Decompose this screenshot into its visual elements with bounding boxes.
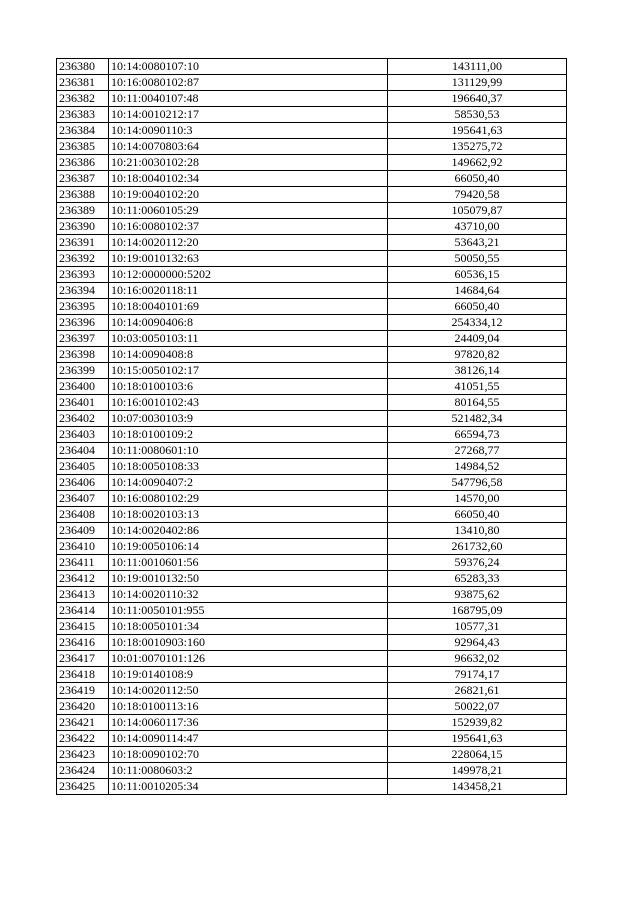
cadastral-code-cell: 10:14:0020112:50 [109,683,388,699]
cadastral-code-cell: 10:18:0010903:160 [109,635,388,651]
cadastral-code-cell: 10:03:0050103:11 [109,331,388,347]
amount-cell: 228064,15 [388,747,567,763]
table-row [57,235,567,251]
row-id-cell: 236401 [57,395,109,411]
row-id-cell: 236411 [57,555,109,571]
row-id-cell: 236406 [57,475,109,491]
amount-cell: 195641,63 [388,731,567,747]
cadastral-code-cell: 10:14:0010212:17 [109,107,388,123]
cadastral-code-cell: 10:18:0050108:33 [109,459,388,475]
amount-cell: 143111,00 [388,59,567,75]
amount-cell: 66594,73 [388,427,567,443]
table-row [57,683,567,699]
cadastral-code-cell: 10:14:0020402:86 [109,523,388,539]
row-id-cell: 236395 [57,299,109,315]
table-row [57,747,567,763]
amount-cell: 50022,07 [388,699,567,715]
table-row [57,763,567,779]
table-row [57,411,567,427]
row-id-cell: 236422 [57,731,109,747]
row-id-cell: 236419 [57,683,109,699]
cadastral-code-cell: 10:14:0090406:8 [109,315,388,331]
amount-cell: 26821,61 [388,683,567,699]
table-row [57,587,567,603]
row-id-cell: 236414 [57,603,109,619]
table-row [57,635,567,651]
row-id-cell: 236416 [57,635,109,651]
cadastral-code-cell: 10:18:0100103:6 [109,379,388,395]
amount-cell: 143458,21 [388,779,567,795]
cadastral-code-cell: 10:11:0080601:10 [109,443,388,459]
row-id-cell: 236415 [57,619,109,635]
cadastral-code-cell: 10:01:0070101:126 [109,651,388,667]
amount-cell: 261732,60 [388,539,567,555]
amount-cell: 131129,99 [388,75,567,91]
table-row [57,107,567,123]
row-id-cell: 236387 [57,171,109,187]
table-row [57,731,567,747]
table-row [57,667,567,683]
amount-cell: 97820,82 [388,347,567,363]
table-row [57,251,567,267]
cadastral-code-cell: 10:11:0040107:48 [109,91,388,107]
table-row [57,123,567,139]
amount-cell: 135275,72 [388,139,567,155]
row-id-cell: 236412 [57,571,109,587]
table-row [57,187,567,203]
amount-cell: 168795,09 [388,603,567,619]
cadastral-code-cell: 10:19:0040102:20 [109,187,388,203]
row-id-cell: 236403 [57,427,109,443]
amount-cell: 521482,34 [388,411,567,427]
table-row [57,539,567,555]
table-row [57,507,567,523]
row-id-cell: 236392 [57,251,109,267]
cadastral-code-cell: 10:11:0050101:955 [109,603,388,619]
row-id-cell: 236396 [57,315,109,331]
amount-cell: 79420,58 [388,187,567,203]
row-id-cell: 236405 [57,459,109,475]
row-id-cell: 236424 [57,763,109,779]
table-row [57,155,567,171]
table-row [57,315,567,331]
cadastral-code-cell: 10:18:0050101:34 [109,619,388,635]
cadastral-code-cell: 10:14:0020112:20 [109,235,388,251]
table-row [57,571,567,587]
table-row [57,363,567,379]
amount-cell: 10577,31 [388,619,567,635]
cadastral-code-cell: 10:16:0020118:11 [109,283,388,299]
amount-cell: 195641,63 [388,123,567,139]
cadastral-code-cell: 10:14:0090114:47 [109,731,388,747]
cadastral-code-cell: 10:14:0090407:2 [109,475,388,491]
cadastral-code-cell: 10:16:0080102:37 [109,219,388,235]
row-id-cell: 236385 [57,139,109,155]
table-row [57,91,567,107]
table-row [57,555,567,571]
row-id-cell: 236425 [57,779,109,795]
row-id-cell: 236404 [57,443,109,459]
row-id-cell: 236390 [57,219,109,235]
amount-cell: 13410,80 [388,523,567,539]
table-row [57,203,567,219]
cadastral-code-cell: 10:18:0090102:70 [109,747,388,763]
row-id-cell: 236413 [57,587,109,603]
cadastral-code-cell: 10:19:0050106:14 [109,539,388,555]
amount-cell: 14984,52 [388,459,567,475]
table-row [57,459,567,475]
amount-cell: 254334,12 [388,315,567,331]
table-row [57,267,567,283]
row-id-cell: 236393 [57,267,109,283]
cadastral-code-cell: 10:11:0060105:29 [109,203,388,219]
table-row [57,603,567,619]
amount-cell: 152939,82 [388,715,567,731]
amount-cell: 80164,55 [388,395,567,411]
table-row [57,443,567,459]
table-row [57,779,567,795]
amount-cell: 96632,02 [388,651,567,667]
cadastral-code-cell: 10:14:0060117:36 [109,715,388,731]
amount-cell: 53643,21 [388,235,567,251]
amount-cell: 65283,33 [388,571,567,587]
row-id-cell: 236417 [57,651,109,667]
amount-cell: 59376,24 [388,555,567,571]
cadastral-code-cell: 10:21:0030102:28 [109,155,388,171]
cadastral-code-cell: 10:19:0140108:9 [109,667,388,683]
amount-cell: 93875,62 [388,587,567,603]
cadastral-code-cell: 10:18:0040101:69 [109,299,388,315]
row-id-cell: 236394 [57,283,109,299]
amount-cell: 14570,00 [388,491,567,507]
amount-cell: 105079,87 [388,203,567,219]
amount-cell: 58530,53 [388,107,567,123]
row-id-cell: 236381 [57,75,109,91]
cadastral-code-cell: 10:12:0000000:5202 [109,267,388,283]
row-id-cell: 236398 [57,347,109,363]
row-id-cell: 236382 [57,91,109,107]
row-id-cell: 236386 [57,155,109,171]
amount-cell: 27268,77 [388,443,567,459]
cadastral-code-cell: 10:11:0010601:56 [109,555,388,571]
cadastral-code-cell: 10:19:0010132:50 [109,571,388,587]
row-id-cell: 236407 [57,491,109,507]
cadastral-code-cell: 10:07:0030103:9 [109,411,388,427]
cadastral-code-cell: 10:18:0100113:16 [109,699,388,715]
cadastral-code-cell: 10:18:0040102:34 [109,171,388,187]
cadastral-code-cell: 10:15:0050102:17 [109,363,388,379]
row-id-cell: 236420 [57,699,109,715]
table-row [57,619,567,635]
cadastral-code-cell: 10:16:0010102:43 [109,395,388,411]
amount-cell: 50050,55 [388,251,567,267]
cadastral-code-cell: 10:16:0080102:29 [109,491,388,507]
cadastral-code-cell: 10:19:0010132:63 [109,251,388,267]
cadastral-code-cell: 10:14:0080107:10 [109,59,388,75]
amount-cell: 149662,92 [388,155,567,171]
row-id-cell: 236400 [57,379,109,395]
row-id-cell: 236402 [57,411,109,427]
amount-cell: 43710,00 [388,219,567,235]
table-row [57,491,567,507]
table-row [57,75,567,91]
table-row [57,219,567,235]
cadastral-code-cell: 10:14:0090408:8 [109,347,388,363]
cadastral-code-cell: 10:14:0090110:3 [109,123,388,139]
table-row [57,283,567,299]
amount-cell: 79174,17 [388,667,567,683]
row-id-cell: 236410 [57,539,109,555]
table-row [57,523,567,539]
cadastral-code-cell: 10:14:0070803:64 [109,139,388,155]
row-id-cell: 236383 [57,107,109,123]
row-id-cell: 236384 [57,123,109,139]
table-row [57,331,567,347]
row-id-cell: 236421 [57,715,109,731]
data-table [56,58,567,795]
amount-cell: 41051,55 [388,379,567,395]
row-id-cell: 236391 [57,235,109,251]
amount-cell: 149978,21 [388,763,567,779]
cadastral-code-cell: 10:14:0020110:32 [109,587,388,603]
table-row [57,651,567,667]
amount-cell: 196640,37 [388,91,567,107]
cadastral-code-cell: 10:16:0080102:87 [109,75,388,91]
row-id-cell: 236408 [57,507,109,523]
amount-cell: 60536,15 [388,267,567,283]
row-id-cell: 236388 [57,187,109,203]
row-id-cell: 236399 [57,363,109,379]
table-body [57,59,567,795]
row-id-cell: 236380 [57,59,109,75]
amount-cell: 66050,40 [388,299,567,315]
table-row [57,347,567,363]
table-row [57,299,567,315]
table-row [57,379,567,395]
amount-cell: 38126,14 [388,363,567,379]
cadastral-code-cell: 10:11:0080603:2 [109,763,388,779]
amount-cell: 547796,58 [388,475,567,491]
amount-cell: 66050,40 [388,507,567,523]
cadastral-code-cell: 10:18:0100109:2 [109,427,388,443]
table-row [57,171,567,187]
table-row [57,139,567,155]
row-id-cell: 236423 [57,747,109,763]
cadastral-code-cell: 10:18:0020103:13 [109,507,388,523]
row-id-cell: 236389 [57,203,109,219]
amount-cell: 66050,40 [388,171,567,187]
amount-cell: 24409,04 [388,331,567,347]
table-row [57,715,567,731]
row-id-cell: 236409 [57,523,109,539]
table-row [57,699,567,715]
amount-cell: 92964,43 [388,635,567,651]
cadastral-code-cell: 10:11:0010205:34 [109,779,388,795]
table-row [57,395,567,411]
row-id-cell: 236418 [57,667,109,683]
table-row [57,475,567,491]
amount-cell: 14684,64 [388,283,567,299]
table-row [57,59,567,75]
table-row [57,427,567,443]
row-id-cell: 236397 [57,331,109,347]
